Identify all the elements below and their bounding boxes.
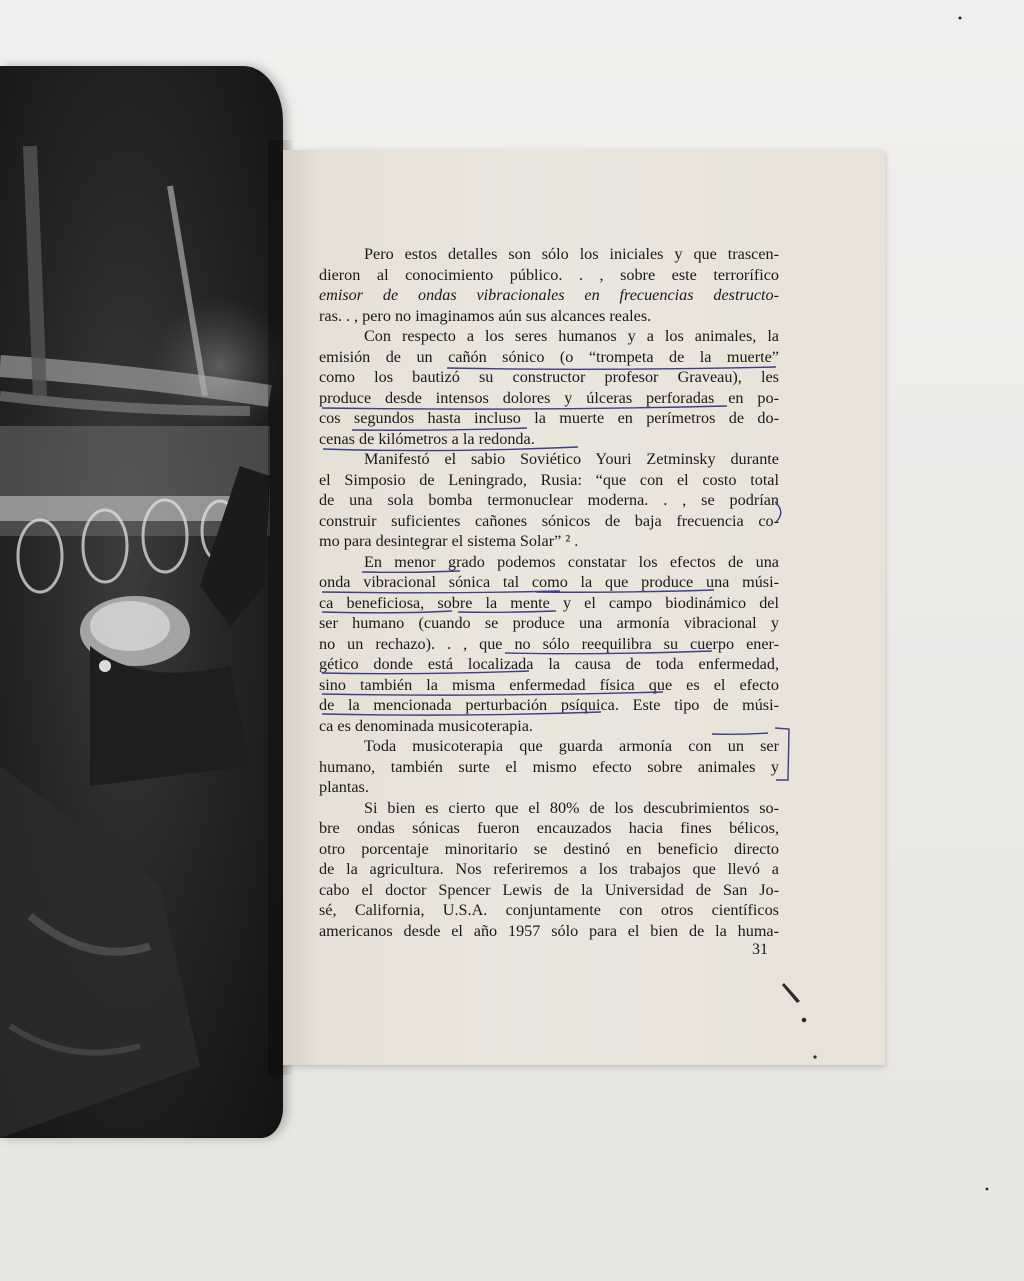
text-line: humano, también surte el mismo efecto sobre animales y	[319, 757, 779, 776]
text-line: Manifestó el sabio Soviético Youri Zetminsky durante	[364, 450, 779, 468]
text-line: onda vibracional sónica tal como la que produce una músi-	[319, 573, 779, 591]
text-line: produce desde intensos dolores y úlceras perforadas en po-	[319, 388, 779, 407]
text-line: Toda musicoterapia que guarda armonía con un ser	[364, 737, 779, 755]
page-text	[319, 244, 779, 941]
text-line: En menor grado podemos constatar los efectos de una	[364, 552, 779, 571]
text-line: sino también la misma enfermedad física que es el efecto	[319, 675, 779, 694]
photo-illustration	[0, 66, 283, 1138]
text-line: ca beneficiosa, sobre la mente y el campo biodinámico del	[319, 593, 779, 612]
text-line: ras. . , pero no imaginamos aún sus alcances reales.	[319, 306, 652, 325]
left-page-photograph	[0, 66, 283, 1138]
text-line: cabo el doctor Spencer Lewis de la Universidad de San Jo-	[319, 880, 779, 899]
text-line: Con respecto a los seres humanos y a los animales, la	[364, 327, 779, 345]
text-line: el Simposio de Leningrado, Rusia: “que con el costo total	[319, 470, 779, 489]
text-line: sé, California, U.S.A. conjuntamente con otros científicos	[319, 901, 779, 919]
text-line: construir suficientes cañones sónicos de baja frecuencia co-	[319, 511, 779, 530]
text-line: Pero estos detalles son sólo los iniciales y que trascen-	[364, 245, 779, 263]
text-line: ca es denominada musicoterapia.	[319, 716, 533, 735]
text-line: mo para desintegrar el sistema Solar” ² .	[319, 532, 579, 550]
text-line: gético donde está localizada la causa de toda enfermedad,	[319, 655, 779, 673]
text-line: emisión de un cañón sónico (o “trompeta de la muerte”	[319, 347, 779, 366]
text-line: ser humano (cuando se produce una armonía vibracional y	[319, 614, 779, 632]
text-line: de la agricultura. Nos referiremos a los trabajos que llevó a	[319, 860, 779, 878]
text-line: americanos desde el año 1957 sólo para el bien de la huma-	[319, 921, 779, 940]
text-line: bre ondas sónicas fueron encauzados hacia fines bélicos,	[319, 819, 779, 837]
text-line: cenas de kilómetros a la redonda.	[319, 429, 535, 448]
text-line: Si bien es cierto que el 80% de los descubrimientos so-	[364, 798, 779, 817]
text-line: dieron al conocimiento público. . , sobre este terrorífico	[319, 265, 779, 284]
text-line: otro porcentaje minoritario se destinó en beneficio directo	[319, 839, 779, 858]
text-line: de una sola bomba termonuclear moderna. . , se podrían	[319, 491, 779, 509]
text-line: como los bautizó su constructor profesor Graveau), les	[319, 368, 779, 386]
text-line: plantas.	[319, 778, 369, 796]
page-number: 31	[752, 941, 768, 958]
text-line: de la mencionada perturbación psíquica. Este tipo de músi-	[319, 696, 779, 714]
text-line: emisor de ondas vibracionales en frecuencias destructo-	[319, 286, 779, 304]
text-line: no un rechazo). . , que no sólo reequilibra su cuerpo ener-	[319, 634, 779, 653]
text-line: cos segundos hasta incluso la muerte en perímetros de do-	[319, 409, 779, 427]
